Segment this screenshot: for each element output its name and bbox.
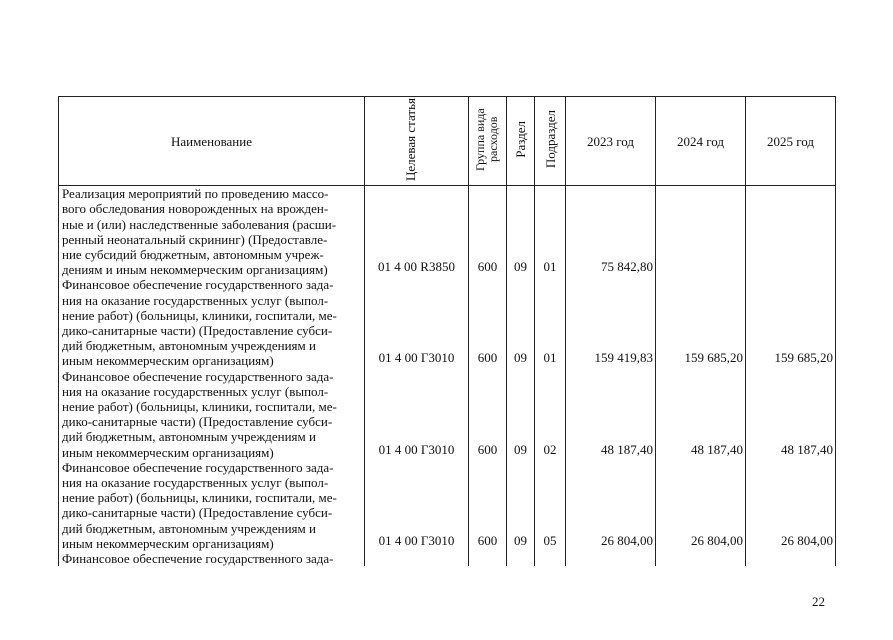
row-name-line: нение работ) (больницы, клиники, госпитали, ме- (62, 399, 337, 415)
row-2023: 159 419,83 (566, 277, 656, 368)
row-name-line: Финансовое обеспечение государственного зада- (62, 551, 334, 567)
header-2024: 2024 год (656, 97, 746, 186)
row-2023 (566, 551, 656, 566)
row-2024: 48 187,40 (656, 369, 746, 460)
row-name (59, 369, 365, 460)
row-name-line: Финансовое обеспечение государственного зада- (62, 277, 334, 293)
row-name-line: дико-санитарные части) (Предоставление субси- (62, 414, 333, 430)
table-row (59, 551, 836, 566)
row-name (59, 277, 365, 368)
row-name-line: вого обследования новорожденных на врожден- (62, 201, 329, 217)
row-2023: 26 804,00 (566, 460, 656, 551)
row-expense-group: 600 (469, 186, 507, 278)
row-name-line: ние субсидий бюджетным, автономным учреж- (62, 247, 324, 263)
row-section: 09 (507, 369, 535, 460)
row-name-line: ния на оказание государственных услуг (выпол- (62, 292, 329, 308)
row-name-line: дико-санитарные части) (Предоставление субси- (62, 323, 333, 339)
row-name-line: Финансовое обеспечение государственного зада- (62, 459, 334, 475)
row-section: 09 (507, 277, 535, 368)
header-2025: 2025 год (746, 97, 836, 186)
row-2024: 159 685,20 (656, 277, 746, 368)
row-name-line: иным некоммерческим организациям) (62, 535, 274, 551)
row-name (59, 460, 365, 551)
row-name-line: ния на оказание государственных услуг (выпол- (62, 475, 329, 491)
row-subsection (535, 551, 566, 566)
row-expense-group: 600 (469, 369, 507, 460)
row-subsection: 01 (535, 186, 566, 278)
row-name-line: Реализация мероприятий по проведению массо- (62, 186, 329, 202)
row-name-line: нение работ) (больницы, клиники, госпитали, ме- (62, 490, 337, 506)
row-subsection: 05 (535, 460, 566, 551)
row-2025: 48 187,40 (746, 369, 836, 460)
row-2025 (746, 186, 836, 278)
row-expense-group (469, 551, 507, 566)
row-target-article (365, 551, 469, 566)
row-name-line: дий бюджетным, автономным учреждениям и (62, 338, 316, 354)
row-name-line: нение работ) (больницы, клиники, госпитали, ме- (62, 307, 337, 323)
header-row (59, 97, 836, 186)
row-name-line: иным некоммерческим организациям) (62, 444, 274, 460)
header-name: Наименование (59, 97, 365, 186)
table-row (59, 369, 836, 460)
row-expense-group: 600 (469, 460, 507, 551)
row-name-line: дениям и иным некоммерческим организациям) (62, 262, 328, 278)
row-2024: 26 804,00 (656, 460, 746, 551)
row-name (59, 551, 365, 566)
header-section: Раздел (507, 97, 535, 186)
row-2025: 26 804,00 (746, 460, 836, 551)
row-name-line: дико-санитарные части) (Предоставление субси- (62, 505, 333, 521)
row-name-line: ния на оказание государственных услуг (выпол- (62, 383, 329, 399)
row-subsection: 01 (535, 277, 566, 368)
row-2025: 159 685,20 (746, 277, 836, 368)
table-row (59, 460, 836, 551)
table-row (59, 186, 836, 278)
row-name-line: ные и (или) наследственные заболевания (расши- (62, 216, 337, 232)
row-name-line: ренный неонатальный скрининг) (Предоставле- (62, 231, 328, 247)
row-name-line: дий бюджетным, автономным учреждениям и (62, 429, 316, 445)
row-name-line: иным некоммерческим организациям) (62, 353, 274, 369)
row-2023: 75 842,80 (566, 186, 656, 278)
row-section: 09 (507, 186, 535, 278)
row-section (507, 551, 535, 566)
header-target-article: Целевая статья (365, 97, 469, 186)
row-name (59, 186, 365, 278)
row-2024 (656, 551, 746, 566)
row-2025 (746, 551, 836, 566)
row-expense-group: 600 (469, 277, 507, 368)
header-2023: 2023 год (566, 97, 656, 186)
row-name-line: дий бюджетным, автономным учреждениям и (62, 520, 316, 536)
row-section: 09 (507, 460, 535, 551)
header-expense-group: Группа вида расходов (469, 97, 507, 186)
row-name-line: Финансовое обеспечение государственного зада- (62, 368, 334, 384)
row-2023: 48 187,40 (566, 369, 656, 460)
row-2024 (656, 186, 746, 278)
header-subsection: Подраздел (535, 97, 566, 186)
row-target-article: 01 4 00 Г3010 (365, 277, 469, 368)
row-target-article: 01 4 00 Г3010 (365, 369, 469, 460)
table-row (59, 277, 836, 368)
row-target-article: 01 4 00 Г3010 (365, 460, 469, 551)
page-number: 22 (812, 594, 825, 609)
row-target-article: 01 4 00 R3850 (365, 186, 469, 278)
row-subsection: 02 (535, 369, 566, 460)
budget-table (58, 96, 836, 566)
